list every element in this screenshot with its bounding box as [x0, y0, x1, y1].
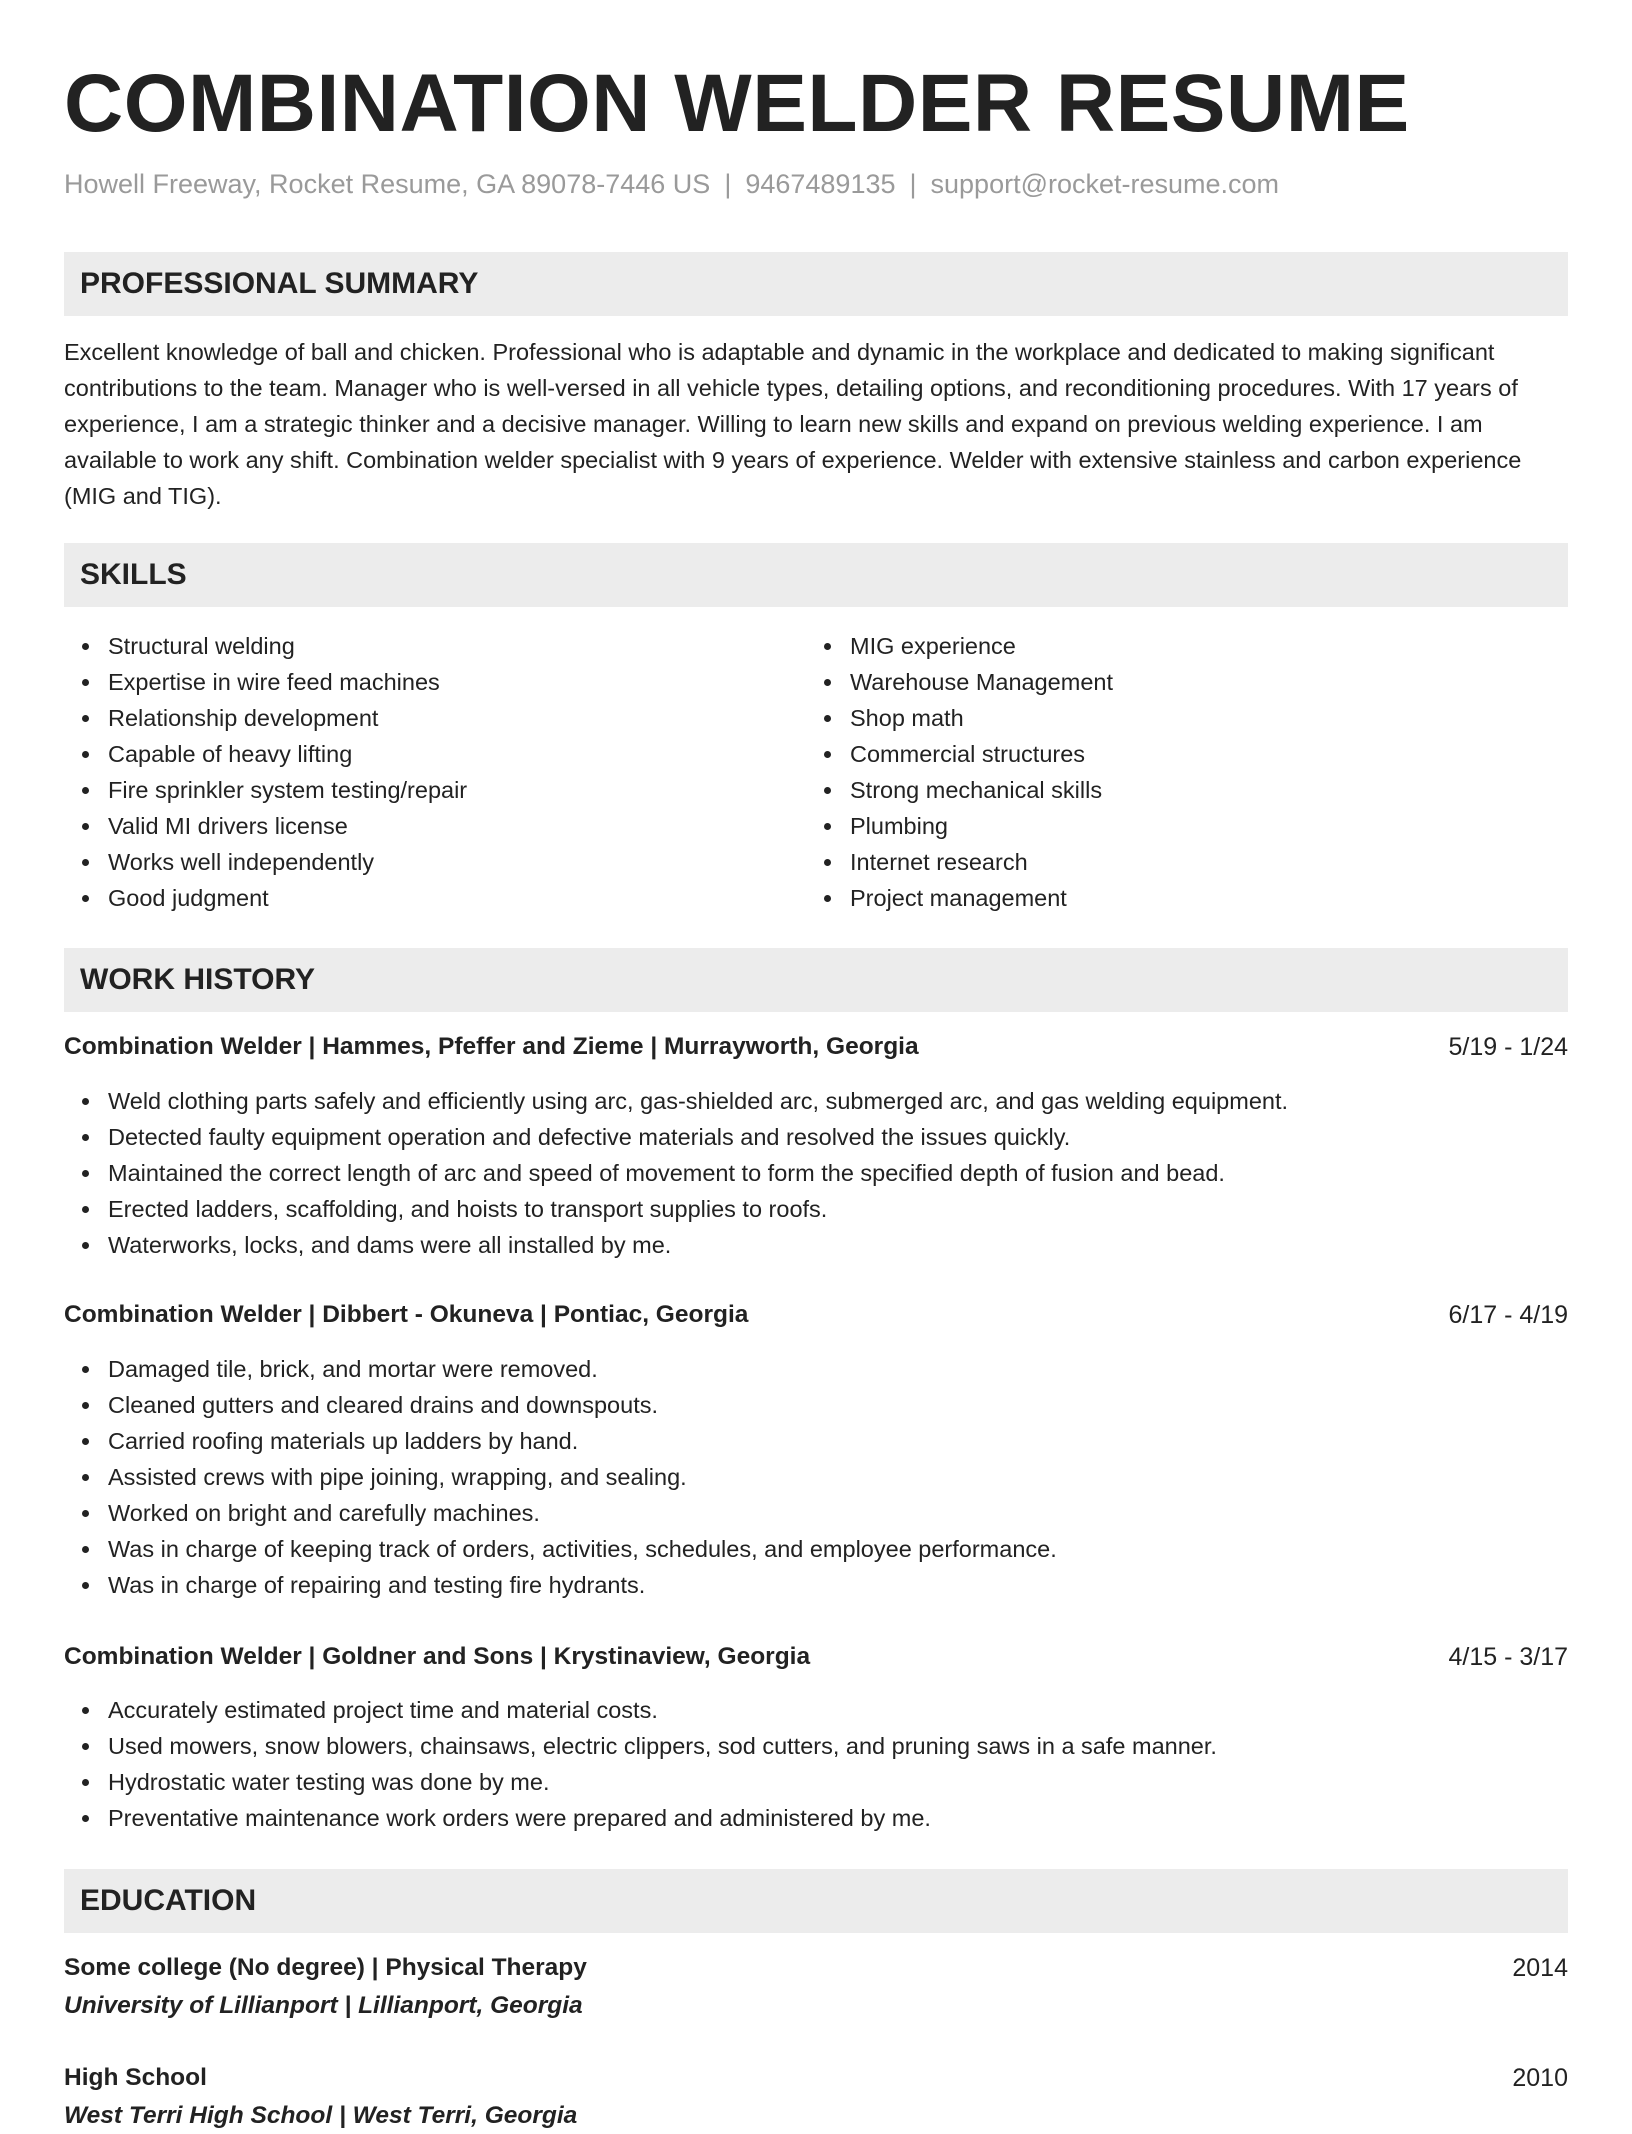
skill-item: Plumbing — [806, 808, 1113, 844]
job-title: Combination Welder | Dibbert - Okuneva | Pontiac, Georgia — [64, 1301, 749, 1328]
skill-item: Commercial structures — [806, 736, 1113, 772]
job-duties — [64, 1351, 1057, 1603]
job-duty-item: Used mowers, snow blowers, chainsaws, electric clippers, sod cutters, and pruning saws in a safe manner. — [64, 1728, 1217, 1764]
education-year: 2014 — [1512, 1954, 1568, 1982]
section-heading-work-history: WORK HISTORY — [64, 948, 1568, 1012]
contact-separator: | — [909, 169, 917, 199]
job-duty-item: Maintained the correct length of arc and speed of movement to form the specified depth of fusion and bead. — [64, 1155, 1288, 1191]
job-duty-item: Detected faulty equipment operation and defective materials and resolved the issues quickly. — [64, 1119, 1288, 1155]
job-dates: 4/15 - 3/17 — [1448, 1643, 1568, 1671]
job-duty-item: Carried roofing materials up ladders by hand. — [64, 1423, 1057, 1459]
job-duty-item: Accurately estimated project time and material costs. — [64, 1692, 1217, 1728]
skills-column-left — [64, 628, 467, 916]
contact-phone: 9467489135 — [745, 169, 896, 199]
job-duty-item: Was in charge of keeping track of orders, activities, schedules, and employee performance. — [64, 1531, 1057, 1567]
skill-item: Valid MI drivers license — [64, 808, 467, 844]
skill-item: MIG experience — [806, 628, 1113, 664]
section-heading-summary: PROFESSIONAL SUMMARY — [64, 252, 1568, 316]
job-duty-item: Hydrostatic water testing was done by me. — [64, 1764, 1217, 1800]
skill-item: Good judgment — [64, 880, 467, 916]
education-degree: Some college (No degree) | Physical Therapy — [64, 1954, 587, 1981]
section-heading-education: EDUCATION — [64, 1869, 1568, 1933]
skill-item: Fire sprinkler system testing/repair — [64, 772, 467, 808]
skill-item: Strong mechanical skills — [806, 772, 1113, 808]
contact-line — [64, 166, 1279, 202]
job-dates: 5/19 - 1/24 — [1448, 1033, 1568, 1061]
resume-title: COMBINATION WELDER RESUME — [64, 58, 1410, 149]
skill-item: Project management — [806, 880, 1113, 916]
job-duty-item: Damaged tile, brick, and mortar were removed. — [64, 1351, 1057, 1387]
job-duties — [64, 1692, 1217, 1836]
skill-item: Expertise in wire feed machines — [64, 664, 467, 700]
contact-email: support@rocket-resume.com — [930, 169, 1280, 199]
skill-item: Capable of heavy lifting — [64, 736, 467, 772]
job-title: Combination Welder | Hammes, Pfeffer and Zieme | Murrayworth, Georgia — [64, 1033, 919, 1060]
education-school: West Terri High School | West Terri, Georgia — [64, 2102, 578, 2129]
job-duty-item: Waterworks, locks, and dams were all installed by me. — [64, 1227, 1288, 1263]
skill-item: Structural welding — [64, 628, 467, 664]
job-duty-item: Was in charge of repairing and testing fire hydrants. — [64, 1567, 1057, 1603]
section-heading-skills: SKILLS — [64, 543, 1568, 607]
skill-item: Relationship development — [64, 700, 467, 736]
skill-item: Shop math — [806, 700, 1113, 736]
job-duty-item: Worked on bright and carefully machines. — [64, 1495, 1057, 1531]
job-duty-item: Cleaned gutters and cleared drains and downspouts. — [64, 1387, 1057, 1423]
education-year: 2010 — [1512, 2064, 1568, 2092]
skill-item: Warehouse Management — [806, 664, 1113, 700]
job-duty-item: Assisted crews with pipe joining, wrapping, and sealing. — [64, 1459, 1057, 1495]
job-duty-item: Preventative maintenance work orders were prepared and administered by me. — [64, 1800, 1217, 1836]
education-school: University of Lillianport | Lillianport, Georgia — [64, 1992, 583, 2019]
job-duties — [64, 1083, 1288, 1263]
job-duty-item: Weld clothing parts safely and efficiently using arc, gas-shielded arc, submerged arc, and gas welding equipment. — [64, 1083, 1288, 1119]
contact-separator: | — [724, 169, 732, 199]
skills-column-right — [806, 628, 1113, 916]
job-duty-item: Erected ladders, scaffolding, and hoists to transport supplies to roofs. — [64, 1191, 1288, 1227]
education-degree: High School — [64, 2064, 207, 2091]
summary-text: Excellent knowledge of ball and chicken. Professional who is adaptable and dynamic in the workplace and dedicated to making significant contributions to the team. Manager who is well-versed in all vehicle types, detailing options, and reconditioning procedures. With 17 years of experience, I am a strategic thinker and a decisive manager. Willing to learn new skills and expand on previous welding experience. I am available to work any shift. Combination welder specialist with 9 years of experience. Welder with extensive stainless and carbon experience (MIG and TIG). — [64, 339, 1522, 509]
contact-address: Howell Freeway, Rocket Resume, GA 89078-7446 US — [64, 169, 711, 199]
job-title: Combination Welder | Goldner and Sons | Krystinaview, Georgia — [64, 1643, 811, 1670]
job-dates: 6/17 - 4/19 — [1448, 1301, 1568, 1329]
skill-item: Works well independently — [64, 844, 467, 880]
skill-item: Internet research — [806, 844, 1113, 880]
